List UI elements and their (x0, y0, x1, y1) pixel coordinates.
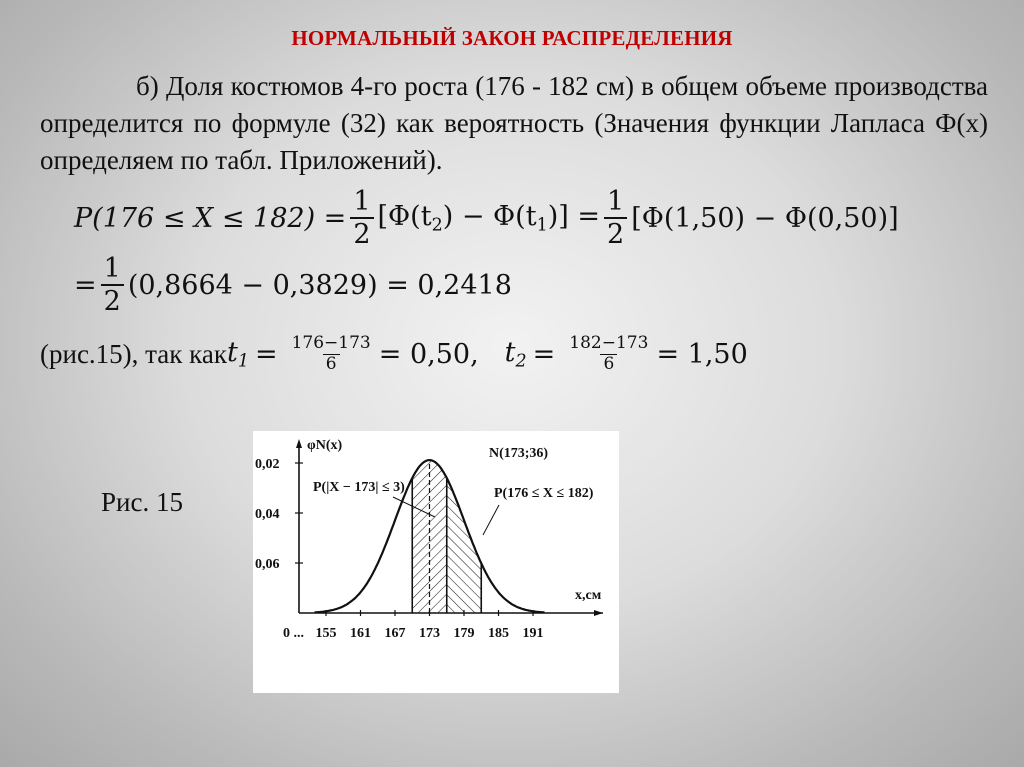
y-tick-label: 0,04 (255, 507, 280, 522)
eq1-half-fraction-2 (604, 186, 627, 250)
eq1-lhs: P(176 ≤ X ≤ 182) = (74, 202, 347, 234)
eq3-val2: = 1,50 (656, 338, 748, 370)
eq2-half-den: 2 (101, 284, 124, 317)
body-paragraph-text: б) Доля костюмов 4-го роста (176 - 182 см) в общем объеме производства определится по формуле (32) как вероятность (Значения функции Лапласа Ф(x) определяем по табл. Приложений). (40, 71, 988, 175)
y-axis-label: φN(x) (307, 438, 343, 453)
normal-distribution-figure (253, 431, 619, 693)
eq3-frac1-num: 176−173 (291, 333, 371, 353)
eq1-half-den: 2 (350, 217, 373, 250)
slide-title: НОРМАЛЬНЫЙ ЗАКОН РАСПРЕДЕЛЕНИЯ (291, 26, 733, 50)
curve-label: N(173;36) (489, 446, 549, 461)
eq1-half-num: 1 (353, 186, 371, 217)
eq1-half-num-2: 1 (607, 186, 625, 217)
eq2-rest: (0,8664 − 0,3829) = 0,2418 (127, 269, 512, 301)
body-paragraph (40, 68, 988, 179)
shaded-label-left: P(|X − 173| ≤ 3) (313, 480, 405, 495)
eq3-val1: = 0,50, (378, 338, 479, 370)
x-axis-label: x,см (575, 588, 602, 603)
eq2-equals: = (74, 269, 97, 301)
eq3-eq2: = (532, 338, 556, 370)
x-tick-label: 179 (453, 626, 475, 641)
eq3-eq1: = (254, 338, 278, 370)
eq2-half-fraction (101, 253, 124, 317)
eq1-half-den-2: 2 (604, 217, 627, 250)
eq3-frac2-num: 182−173 (569, 333, 649, 353)
eq1-part4: [Φ(1,50) − Φ(0,50)] (631, 202, 899, 234)
x-tick-label: 161 (350, 626, 371, 641)
x-tick-label: 155 (315, 626, 337, 641)
figure-caption: Рис. 15 (101, 487, 183, 517)
x-tick-label: 0 ... (283, 626, 304, 641)
y-tick-label: 0,06 (255, 557, 280, 572)
eq3-t1: $t_1$ (226, 336, 249, 372)
eq1-half-fraction (350, 186, 373, 250)
shaded-region-right (447, 478, 482, 613)
equation-t-values (40, 334, 748, 374)
equation-result (74, 253, 512, 317)
x-tick-label: 191 (522, 626, 544, 641)
x-tick-label: 173 (419, 626, 440, 641)
eq3-prefix: (рис.15), так как (40, 338, 227, 369)
x-tick-label: 167 (384, 626, 406, 641)
x-tick-label: 185 (488, 626, 509, 641)
normal-distribution-chart (253, 431, 619, 693)
y-tick-label: 0,02 (255, 457, 280, 472)
shaded-label-right: P(176 ≤ X ≤ 182) (494, 486, 594, 501)
y-axis-arrow (296, 439, 302, 448)
leader-line-right (483, 505, 499, 535)
eq3-frac2 (566, 334, 651, 374)
eq1-part1: $[\Phi(t_2) - \Phi(t_1)]$ = (377, 200, 600, 236)
x-axis-arrow (594, 610, 603, 616)
eq3-t2: $t_2$ (504, 336, 527, 372)
eq3-frac2-den: 6 (600, 354, 617, 375)
eq3-frac1-den: 6 (323, 354, 340, 375)
equation-probability (74, 186, 899, 250)
eq2-half-num: 1 (103, 253, 121, 284)
eq3-frac1 (289, 334, 374, 374)
